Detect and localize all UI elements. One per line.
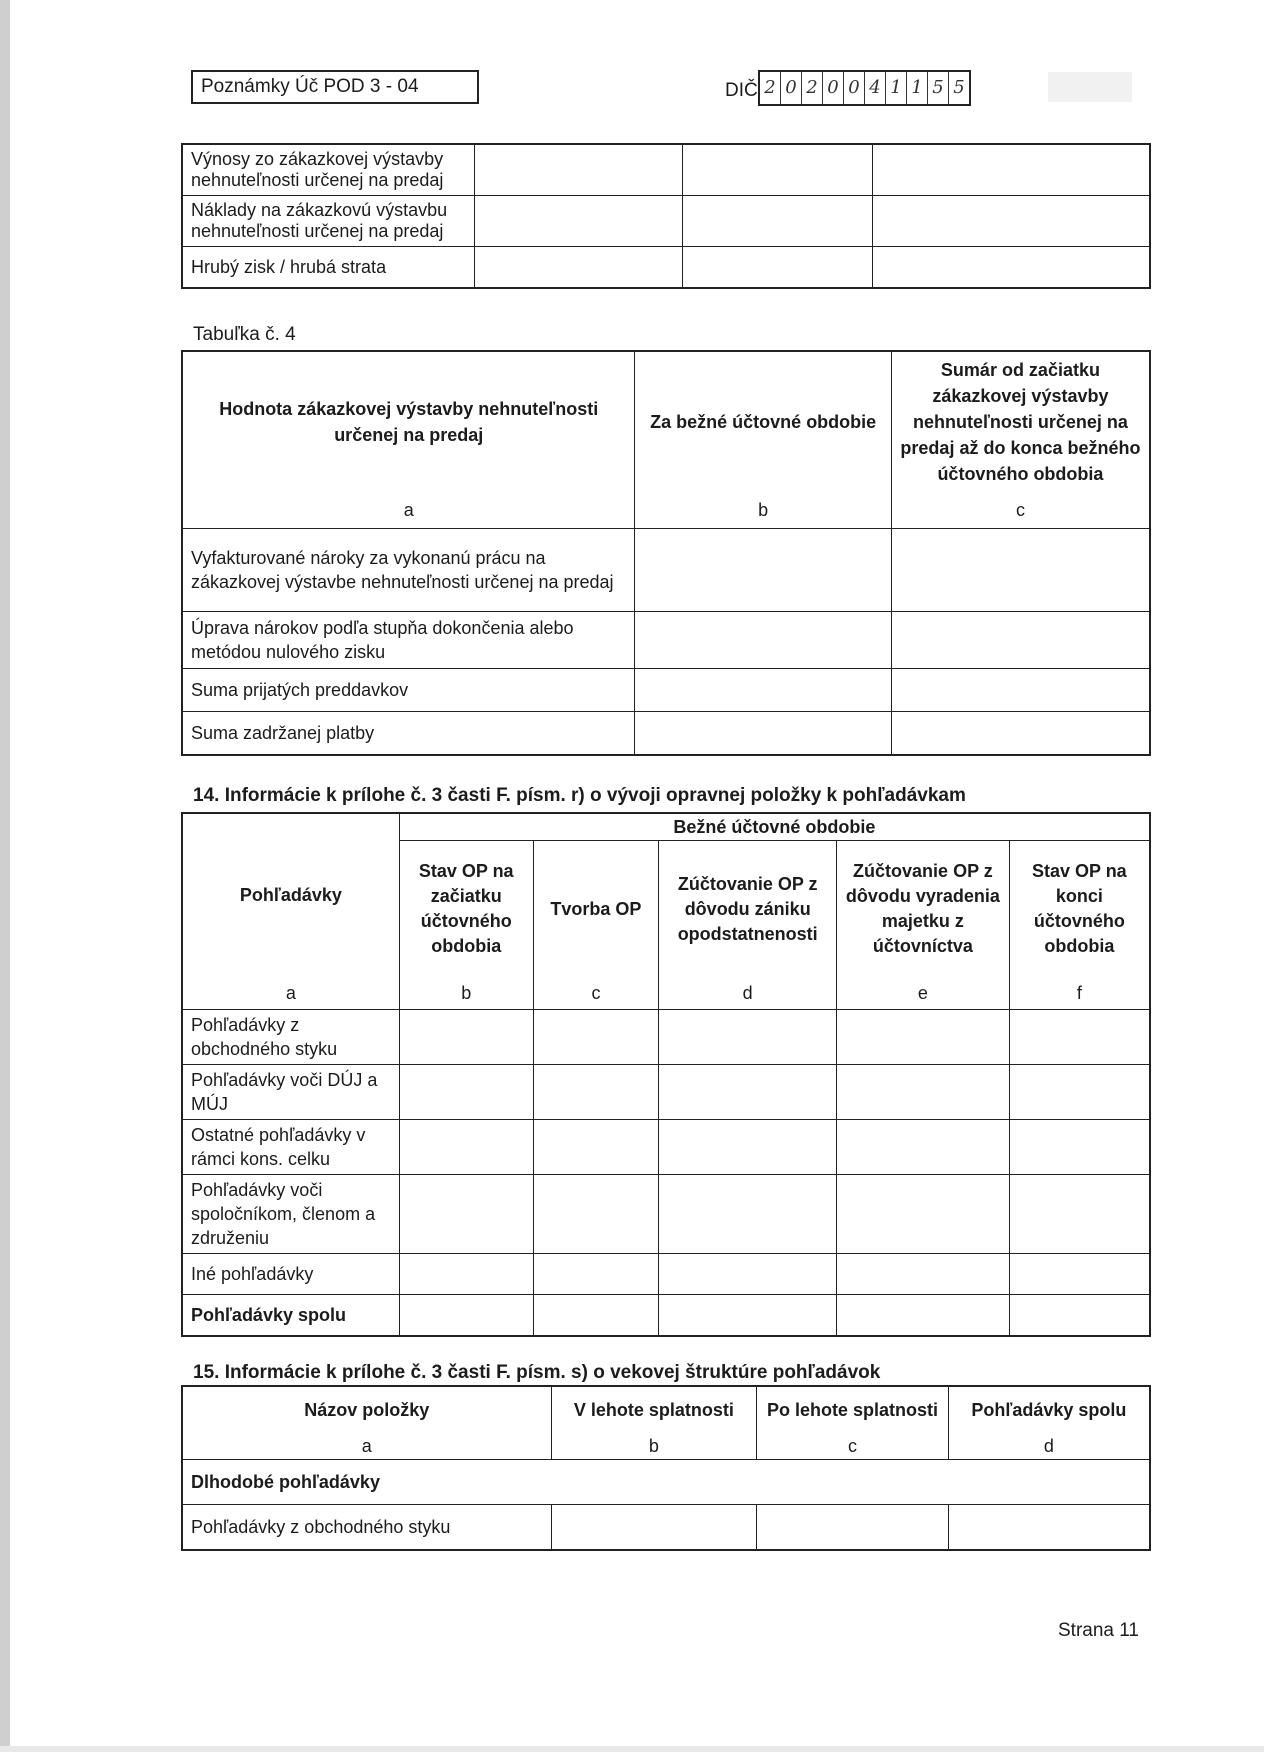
col-letter: e xyxy=(837,977,1010,1010)
col-header-f: Stav OP na konci účtovného obdobia xyxy=(1009,841,1150,978)
row-label: Suma zadržanej platby xyxy=(182,712,635,756)
table-row xyxy=(182,1120,1150,1175)
row-label: Suma prijatých preddavkov xyxy=(182,669,635,712)
row-label: Pohľadávky voči DÚJ a MÚJ xyxy=(182,1065,399,1120)
col-header-c: Po lehote splatnosti xyxy=(757,1386,949,1433)
page-number: Strana 11 xyxy=(1058,1620,1139,1641)
table-15 xyxy=(181,1385,1151,1551)
dic-field[interactable] xyxy=(758,70,971,106)
input-cell[interactable] xyxy=(837,1120,1010,1175)
table-row xyxy=(182,196,1150,247)
table-header xyxy=(182,1386,1150,1433)
col-header-b: Stav OP na začiatku účtovného obdobia xyxy=(399,841,533,978)
input-cell[interactable] xyxy=(1009,1065,1150,1120)
input-cell[interactable] xyxy=(659,1065,837,1120)
input-cell[interactable] xyxy=(837,1065,1010,1120)
form-title: Poznámky Úč POD 3 - 04 xyxy=(191,70,479,104)
input-cell[interactable] xyxy=(635,612,891,669)
dic-digit: 1 xyxy=(886,72,907,104)
row-label: Pohľadávky z obchodného styku xyxy=(182,1505,551,1551)
input-cell[interactable] xyxy=(659,1010,837,1065)
table-14 xyxy=(181,812,1151,1337)
col-header-a: Názov položky xyxy=(182,1386,551,1433)
table-row xyxy=(182,1175,1150,1254)
section-15-title: 15. Informácie k prílohe č. 3 časti F. písm. s) o vekovej štruktúre pohľadávok xyxy=(193,1362,881,1383)
dic-digit: 1 xyxy=(907,72,928,104)
col-letter: a xyxy=(182,1433,551,1460)
input-cell[interactable] xyxy=(1009,1120,1150,1175)
table-row xyxy=(182,669,1150,712)
table-row xyxy=(182,1065,1150,1120)
input-cell[interactable] xyxy=(891,612,1150,669)
input-cell[interactable] xyxy=(533,1010,659,1065)
row-label-total: Pohľadávky spolu xyxy=(182,1295,399,1337)
col-header-b: V lehote splatnosti xyxy=(551,1386,757,1433)
input-cell[interactable] xyxy=(659,1175,837,1254)
dic-digit: 0 xyxy=(844,72,865,104)
input-cell[interactable] xyxy=(551,1505,757,1551)
col-header-a: Pohľadávky xyxy=(182,813,399,977)
input-cell[interactable] xyxy=(635,529,891,612)
col-letter: d xyxy=(948,1433,1150,1460)
letter-row xyxy=(182,1433,1150,1460)
row-label: Pohľadávky voči spoločníkom, členom a združeniu xyxy=(182,1175,399,1254)
dic-digit: 5 xyxy=(953,77,965,98)
input-cell[interactable] xyxy=(682,247,873,289)
col-letter: d xyxy=(659,977,837,1010)
table-header xyxy=(182,351,1150,492)
input-cell[interactable] xyxy=(837,1010,1010,1065)
row-label: Úprava nárokov podľa stupňa dokončenia alebo metódou nulového zisku xyxy=(182,612,635,669)
input-cell[interactable] xyxy=(399,1295,533,1337)
input-cell[interactable] xyxy=(659,1254,837,1295)
col-header-b: Za bežné účtovné obdobie xyxy=(635,351,891,492)
input-cell[interactable] xyxy=(1009,1175,1150,1254)
input-cell[interactable] xyxy=(533,1254,659,1295)
group-label: Dlhodobé pohľadávky xyxy=(182,1460,1150,1505)
input-cell[interactable] xyxy=(891,529,1150,612)
input-cell[interactable] xyxy=(399,1120,533,1175)
input-cell[interactable] xyxy=(659,1120,837,1175)
table-row xyxy=(182,144,1150,196)
input-cell[interactable] xyxy=(399,1254,533,1295)
input-cell[interactable] xyxy=(399,1065,533,1120)
input-cell[interactable] xyxy=(475,247,683,289)
row-label: Náklady na zákazkovú výstavbu nehnuteľnosti určenej na predaj xyxy=(182,196,475,247)
input-cell[interactable] xyxy=(533,1175,659,1254)
col-letter: f xyxy=(1009,977,1150,1010)
period-header: Bežné účtovné obdobie xyxy=(399,813,1150,841)
col-letter: b xyxy=(399,977,533,1010)
letter-row xyxy=(182,977,1150,1010)
input-cell[interactable] xyxy=(533,1065,659,1120)
col-letter: c xyxy=(533,977,659,1010)
table-row xyxy=(182,529,1150,612)
section-14-title: 14. Informácie k prílohe č. 3 časti F. písm. r) o vývoji opravnej položky k pohľadávkam xyxy=(193,785,966,806)
col-letter: a xyxy=(182,492,635,529)
input-cell[interactable] xyxy=(635,669,891,712)
col-letter: c xyxy=(891,492,1150,529)
table-row xyxy=(182,1254,1150,1295)
input-cell[interactable] xyxy=(635,712,891,756)
table-row xyxy=(182,712,1150,756)
input-cell[interactable] xyxy=(948,1505,1150,1551)
input-cell[interactable] xyxy=(873,144,1150,196)
table-header xyxy=(182,813,1150,841)
dic-digit: 0 xyxy=(781,72,802,104)
table-4 xyxy=(181,350,1151,756)
input-cell[interactable] xyxy=(837,1254,1010,1295)
scan-edge xyxy=(0,0,10,1752)
scan-edge-bottom xyxy=(0,1746,1264,1752)
dic-digit: 0 xyxy=(823,72,844,104)
table-row xyxy=(182,1505,1150,1551)
construction-result-table xyxy=(181,143,1151,289)
input-cell[interactable] xyxy=(837,1175,1010,1254)
input-cell[interactable] xyxy=(837,1295,1010,1337)
input-cell[interactable] xyxy=(475,144,683,196)
dic-digit: 4 xyxy=(865,72,886,104)
letter-row xyxy=(182,492,1150,529)
input-cell[interactable] xyxy=(399,1175,533,1254)
input-cell[interactable] xyxy=(659,1295,837,1337)
table-row xyxy=(182,247,1150,289)
row-label: Hrubý zisk / hrubá strata xyxy=(182,247,475,289)
table-row xyxy=(182,612,1150,669)
row-label: Výnosy zo zákazkovej výstavby nehnuteľnosti určenej na predaj xyxy=(182,144,475,196)
input-cell[interactable] xyxy=(682,196,873,247)
col-letter: a xyxy=(182,977,399,1010)
table4-label: Tabuľka č. 4 xyxy=(193,324,296,345)
input-cell[interactable] xyxy=(1009,1010,1150,1065)
col-header-d: Pohľadávky spolu xyxy=(948,1386,1150,1433)
dic-label: DIČ xyxy=(725,80,758,101)
input-cell[interactable] xyxy=(873,247,1150,289)
col-letter: b xyxy=(551,1433,757,1460)
input-cell[interactable] xyxy=(475,196,683,247)
col-header-a: Hodnota zákazkovej výstavby nehnuteľnosti určenej na predaj xyxy=(182,351,635,492)
col-letter: b xyxy=(635,492,891,529)
dic-digit: 5 xyxy=(928,72,949,104)
dic-digit: 2 xyxy=(802,72,823,104)
input-cell[interactable] xyxy=(533,1295,659,1337)
scan-shadow xyxy=(1048,72,1132,102)
input-cell[interactable] xyxy=(682,144,873,196)
input-cell[interactable] xyxy=(891,669,1150,712)
input-cell[interactable] xyxy=(399,1010,533,1065)
col-letter: c xyxy=(757,1433,949,1460)
row-label: Pohľadávky z obchodného styku xyxy=(182,1010,399,1065)
input-cell[interactable] xyxy=(891,712,1150,756)
input-cell[interactable] xyxy=(757,1505,949,1551)
dic-digit: 2 xyxy=(760,72,781,104)
row-label: Iné pohľadávky xyxy=(182,1254,399,1295)
col-header-c: Sumár od začiatku zákazkovej výstavby nehnuteľnosti určenej na predaj až do konca bežného účtovného obdobia xyxy=(891,351,1150,492)
table-row-total xyxy=(182,1295,1150,1337)
row-label: Ostatné pohľadávky v rámci kons. celku xyxy=(182,1120,399,1175)
col-header-e: Zúčtovanie OP z dôvodu vyradenia majetku z účtovníctva xyxy=(837,841,1010,978)
col-header-d: Zúčtovanie OP z dôvodu zániku opodstatnenosti xyxy=(659,841,837,978)
row-label: Vyfakturované nároky za vykonanú prácu na zákazkovej výstavbe nehnuteľnosti určenej na predaj xyxy=(182,529,635,612)
input-cell[interactable] xyxy=(1009,1295,1150,1337)
table-row xyxy=(182,1010,1150,1065)
input-cell[interactable] xyxy=(873,196,1150,247)
col-header-c: Tvorba OP xyxy=(533,841,659,978)
input-cell[interactable] xyxy=(533,1120,659,1175)
input-cell[interactable] xyxy=(1009,1254,1150,1295)
group-row xyxy=(182,1460,1150,1505)
